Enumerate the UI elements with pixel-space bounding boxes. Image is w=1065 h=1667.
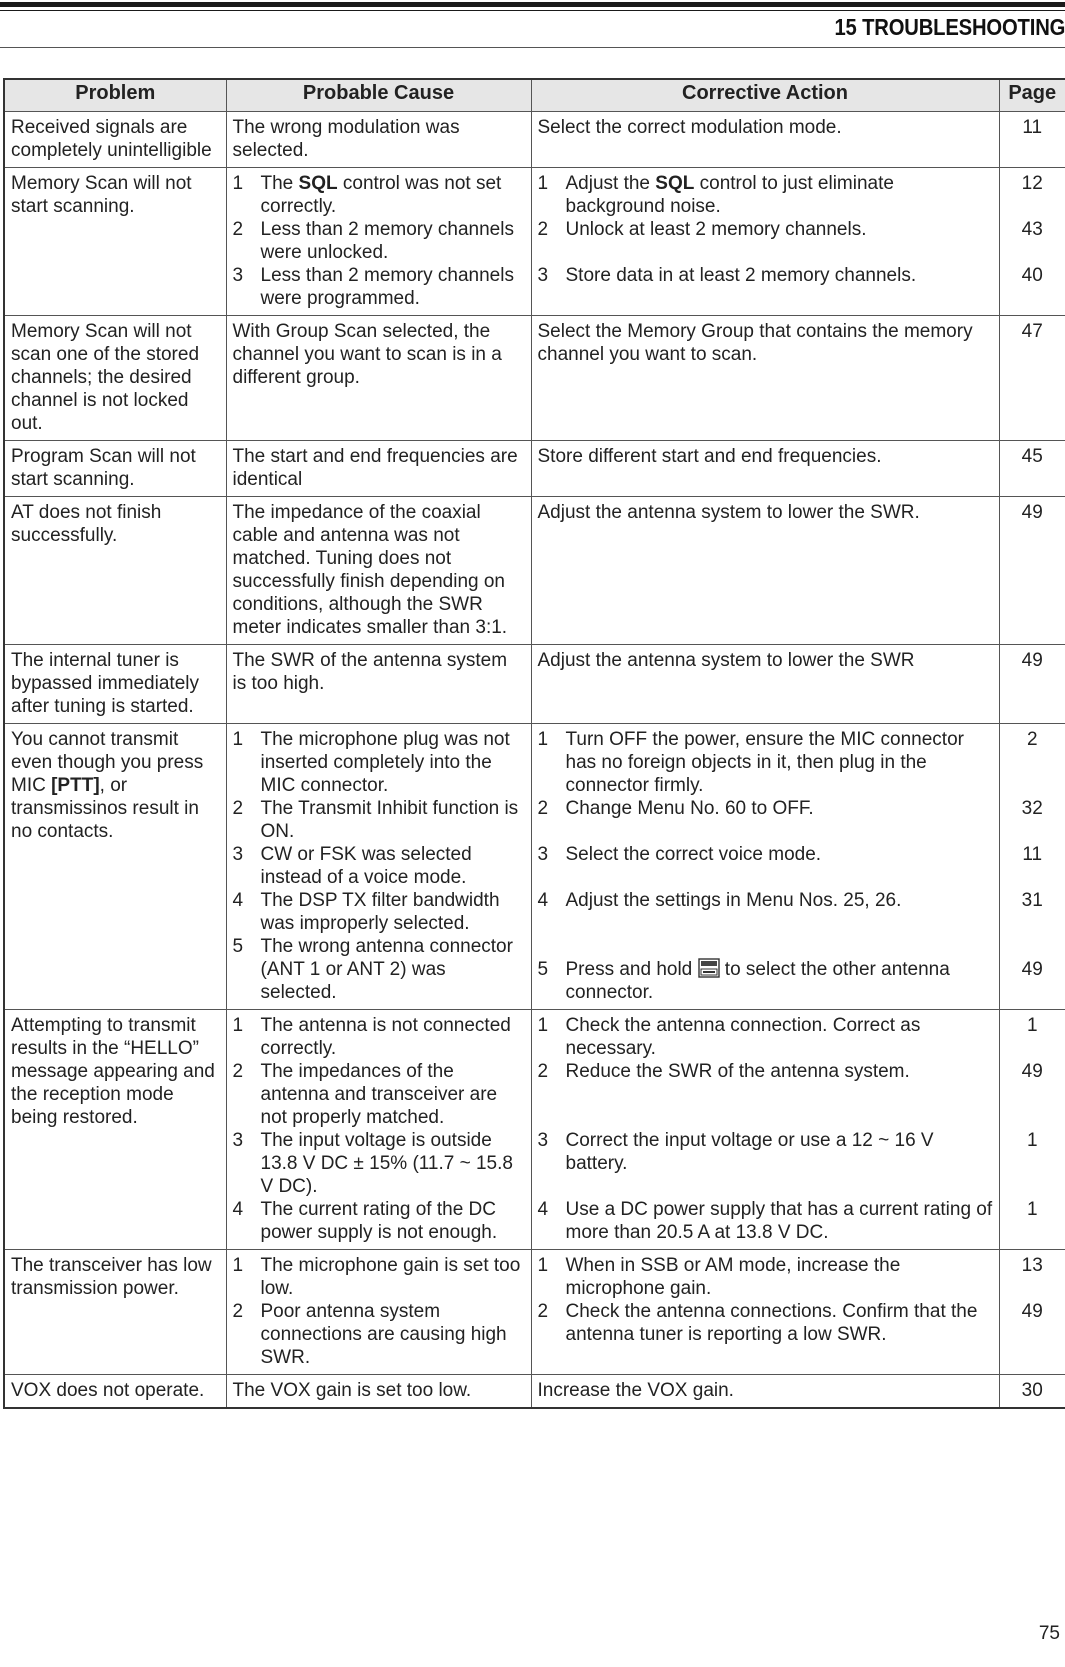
page-cell: 47	[999, 316, 1065, 441]
table-row	[4, 724, 1065, 1010]
cause-cell	[226, 1250, 531, 1375]
spacer	[538, 820, 993, 843]
list-item	[233, 843, 525, 889]
spacer	[1000, 912, 1065, 935]
item-text: The wrong antenna connector (ANT 1 or ANT 2) was selected.	[260, 936, 513, 1003]
item-number: 2	[537, 1301, 549, 1322]
list-item	[233, 1129, 525, 1198]
item-number: 1	[537, 1255, 549, 1276]
spacer	[1000, 866, 1065, 889]
list-item	[538, 1014, 993, 1060]
item-number: 1	[537, 1015, 549, 1036]
problem-cell: Received signals are completely unintelligible	[4, 112, 226, 168]
item-number: 3	[537, 265, 549, 286]
item-text: Less than 2 memory channels were unlocked.	[260, 219, 514, 263]
cause-cell: The start and end frequencies are identical	[226, 441, 531, 497]
item-text	[566, 958, 993, 1004]
item-number: 1	[232, 173, 244, 194]
page-cell: 45	[999, 441, 1065, 497]
text-segment: , or transmissinos result in no contacts.	[11, 775, 199, 842]
text-segment: control was not set correctly.	[260, 173, 502, 217]
item-number: 2	[232, 1061, 244, 1082]
list-item	[233, 264, 525, 310]
item-text: The impedances of the antenna and transceiver are not properly matched.	[260, 1061, 498, 1128]
page-cell	[999, 1010, 1065, 1250]
spacer	[1000, 1175, 1065, 1198]
cause-cell: With Group Scan selected, the channel you want to scan is in a different group.	[226, 316, 531, 441]
list-item	[538, 1129, 993, 1175]
item-text: The antenna is not connected correctly.	[260, 1015, 511, 1059]
spacer	[1000, 1152, 1065, 1175]
spacer	[538, 935, 993, 958]
page-ref: 31	[1021, 890, 1043, 911]
spacer	[1000, 774, 1065, 797]
page-ref: 49	[1021, 959, 1043, 980]
action-cell: Adjust the antenna system to lower the SWR.	[531, 497, 999, 645]
item-number: 2	[232, 1301, 244, 1322]
spacer	[538, 1106, 993, 1129]
item-number: 1	[537, 729, 549, 750]
list-item	[538, 1060, 993, 1083]
page-ref: 32	[1021, 798, 1043, 819]
item-number: 1	[232, 729, 244, 750]
item-number: 4	[537, 1199, 549, 1220]
list-item	[538, 264, 993, 287]
table-row	[4, 441, 1065, 497]
cause-cell	[226, 168, 531, 316]
list-item	[233, 728, 525, 797]
item-number: 5	[537, 959, 549, 980]
list-item	[233, 1014, 525, 1060]
action-cell	[531, 1010, 999, 1250]
item-number: 4	[232, 1199, 244, 1220]
list-item	[538, 1254, 993, 1300]
cause-cell: The impedance of the coaxial cable and antenna was not matched. Tuning does not successfully finish depending on conditions, although the SWR meter indicates smaller than 3:1.	[226, 497, 531, 645]
list-item	[233, 1060, 525, 1129]
item-number: 4	[537, 890, 549, 911]
spacer	[538, 866, 993, 889]
spacer	[538, 912, 993, 935]
table-row	[4, 316, 1065, 441]
text-segment: Adjust the	[565, 173, 656, 194]
item-number: 2	[232, 798, 244, 819]
header-rule	[0, 47, 1065, 48]
item-text: Turn OFF the power, ensure the MIC connector has no foreign objects in it, then plug in the connector firmly.	[565, 729, 964, 796]
cause-cell: The wrong modulation was selected.	[226, 112, 531, 168]
spacer	[1000, 820, 1065, 843]
cause-cell: The VOX gain is set too low.	[226, 1375, 531, 1409]
page-ref: 1	[1026, 1199, 1038, 1220]
spacer	[1000, 1277, 1065, 1300]
table-row	[4, 1010, 1065, 1250]
page-cell	[999, 724, 1065, 1010]
page-ref: 49	[1021, 1061, 1043, 1082]
problem-cell	[4, 724, 226, 1010]
item-number: 1	[232, 1255, 244, 1276]
list-item	[538, 889, 993, 912]
item-text: The input voltage is outside 13.8 V DC ± 15% (11.7 ~ 15.8 V DC).	[260, 1130, 513, 1197]
action-cell: Store different start and end frequencies.	[531, 441, 999, 497]
problem-cell: Memory Scan will not start scanning.	[4, 168, 226, 316]
item-text: Reduce the SWR of the antenna system.	[565, 1061, 910, 1082]
item-text	[261, 172, 525, 218]
problem-cell: The transceiver has low transmission power.	[4, 1250, 226, 1375]
list-item	[538, 1300, 993, 1346]
item-text: Use a DC power supply that has a current rating of more than 20.5 A at 13.8 V DC.	[565, 1199, 993, 1243]
item-number: 3	[537, 844, 549, 865]
action-cell	[531, 724, 999, 1010]
column-header-page: Page	[999, 79, 1065, 112]
item-number: 3	[232, 265, 244, 286]
page-cell: 30	[999, 1375, 1065, 1409]
table-row	[4, 112, 1065, 168]
page-ref: 13	[1021, 1255, 1043, 1276]
list-item	[538, 843, 993, 866]
list-item	[233, 172, 525, 218]
top-rule	[0, 2, 1065, 7]
list-item	[233, 1300, 525, 1369]
item-text	[566, 172, 993, 218]
meter-pre-key-icon	[698, 958, 720, 978]
top-rule-thin	[0, 10, 1065, 11]
list-item	[538, 728, 993, 797]
page-ref: 1	[1026, 1130, 1038, 1151]
cause-cell: The SWR of the antenna system is too high.	[226, 645, 531, 724]
page-ref: 11	[1022, 844, 1043, 865]
list-item	[233, 1198, 525, 1244]
spacer	[1000, 195, 1065, 218]
page-ref: 43	[1021, 219, 1043, 240]
item-number: 1	[232, 1015, 244, 1036]
cause-cell	[226, 1010, 531, 1250]
list-item	[233, 1254, 525, 1300]
item-text: Correct the input voltage or use a 12 ~ 16 V battery.	[565, 1130, 934, 1174]
list-item	[538, 172, 993, 218]
item-text: Adjust the settings in Menu Nos. 25, 26.	[565, 890, 902, 911]
text-segment: Press and hold	[565, 959, 698, 980]
text-segment: to select the other antenna connector.	[565, 959, 950, 1003]
item-number: 1	[537, 173, 549, 194]
action-cell	[531, 1250, 999, 1375]
table-row	[4, 1375, 1065, 1409]
action-cell: Select the Memory Group that contains the memory channel you want to scan.	[531, 316, 999, 441]
page-ref: 1	[1026, 1015, 1038, 1036]
list-item	[538, 218, 993, 241]
list-item	[538, 797, 993, 820]
cause-cell	[226, 724, 531, 1010]
troubleshooting-table	[3, 78, 1065, 1409]
text-segment: You cannot transmit even though you press MIC	[11, 729, 204, 796]
list-item	[233, 797, 525, 843]
item-text: The DSP TX filter bandwidth was improperly selected.	[260, 890, 500, 934]
column-header-cause: Probable Cause	[226, 79, 531, 112]
item-text: The current rating of the DC power supply is not enough.	[260, 1199, 498, 1243]
item-number: 5	[232, 936, 244, 957]
chapter-title: 15 TROUBLESHOOTING	[834, 14, 1065, 40]
table-row	[4, 645, 1065, 724]
list-item	[538, 958, 993, 1004]
problem-cell: VOX does not operate.	[4, 1375, 226, 1409]
page-number: 75	[1038, 1623, 1060, 1644]
item-text: The microphone plug was not inserted completely into the MIC connector.	[260, 729, 510, 796]
item-text: Unlock at least 2 memory channels.	[565, 219, 867, 240]
item-number: 2	[537, 219, 549, 240]
spacer	[1000, 1037, 1065, 1060]
spacer	[1000, 1106, 1065, 1129]
problem-cell: AT does not finish successfully.	[4, 497, 226, 645]
problem-cell: Attempting to transmit results in the “HELLO” message appearing and the reception mode being restored.	[4, 1010, 226, 1250]
item-text: Check the antenna connection. Correct as necessary.	[565, 1015, 921, 1059]
table-row	[4, 1250, 1065, 1375]
item-text: Change Menu No. 60 to OFF.	[565, 798, 814, 819]
table-header-row	[4, 79, 1065, 112]
page-cell	[999, 168, 1065, 316]
problem-cell: Memory Scan will not scan one of the stored channels; the desired channel is not locked out.	[4, 316, 226, 441]
spacer	[538, 1175, 993, 1198]
item-number: 2	[537, 1061, 549, 1082]
item-number: 2	[537, 798, 549, 819]
item-text: Check the antenna connections. Confirm that the antenna tuner is reporting a low SWR.	[565, 1301, 978, 1345]
sql-label: SQL	[298, 173, 338, 194]
item-text: Store data in at least 2 memory channels.	[565, 265, 917, 286]
page-ref: 2	[1026, 729, 1038, 750]
spacer	[538, 1083, 993, 1106]
column-header-action: Corrective Action	[531, 79, 999, 112]
item-number: 4	[232, 890, 244, 911]
item-text: The Transmit Inhibit function is ON.	[260, 798, 519, 842]
page-cell: 49	[999, 645, 1065, 724]
list-item	[233, 218, 525, 264]
page-cell: 11	[999, 112, 1065, 168]
ptt-label: [PTT]	[51, 775, 100, 796]
page-cell	[999, 1250, 1065, 1375]
item-number: 3	[232, 1130, 244, 1151]
item-text: When in SSB or AM mode, increase the microphone gain.	[565, 1255, 901, 1299]
action-cell: Select the correct modulation mode.	[531, 112, 999, 168]
item-text: Less than 2 memory channels were programmed.	[260, 265, 514, 309]
column-header-problem: Problem	[4, 79, 226, 112]
item-text: CW or FSK was selected instead of a voice mode.	[260, 844, 472, 888]
action-cell: Adjust the antenna system to lower the SWR	[531, 645, 999, 724]
page-ref: 40	[1021, 265, 1043, 286]
spacer	[1000, 935, 1065, 958]
page-ref: 49	[1021, 1301, 1043, 1322]
list-item	[233, 935, 525, 1004]
item-number: 3	[537, 1130, 549, 1151]
item-number: 2	[232, 219, 244, 240]
list-item	[538, 1198, 993, 1244]
problem-cell: The internal tuner is bypassed immediately after tuning is started.	[4, 645, 226, 724]
item-text: Select the correct voice mode.	[565, 844, 822, 865]
list-item	[233, 889, 525, 935]
table-row	[4, 497, 1065, 645]
table-row	[4, 168, 1065, 316]
spacer	[1000, 751, 1065, 774]
spacer	[1000, 1083, 1065, 1106]
item-text: The microphone gain is set too low.	[260, 1255, 521, 1299]
page-cell: 49	[999, 497, 1065, 645]
spacer	[1000, 241, 1065, 264]
text-segment: control to just eliminate background noise.	[565, 173, 894, 217]
text-segment: The	[260, 173, 299, 194]
item-text: Poor antenna system connections are causing high SWR.	[260, 1301, 507, 1368]
page-ref: 12	[1021, 173, 1043, 194]
item-number: 3	[232, 844, 244, 865]
sql-label: SQL	[655, 173, 695, 194]
action-cell	[531, 168, 999, 316]
problem-cell: Program Scan will not start scanning.	[4, 441, 226, 497]
action-cell: Increase the VOX gain.	[531, 1375, 999, 1409]
spacer	[538, 241, 993, 264]
